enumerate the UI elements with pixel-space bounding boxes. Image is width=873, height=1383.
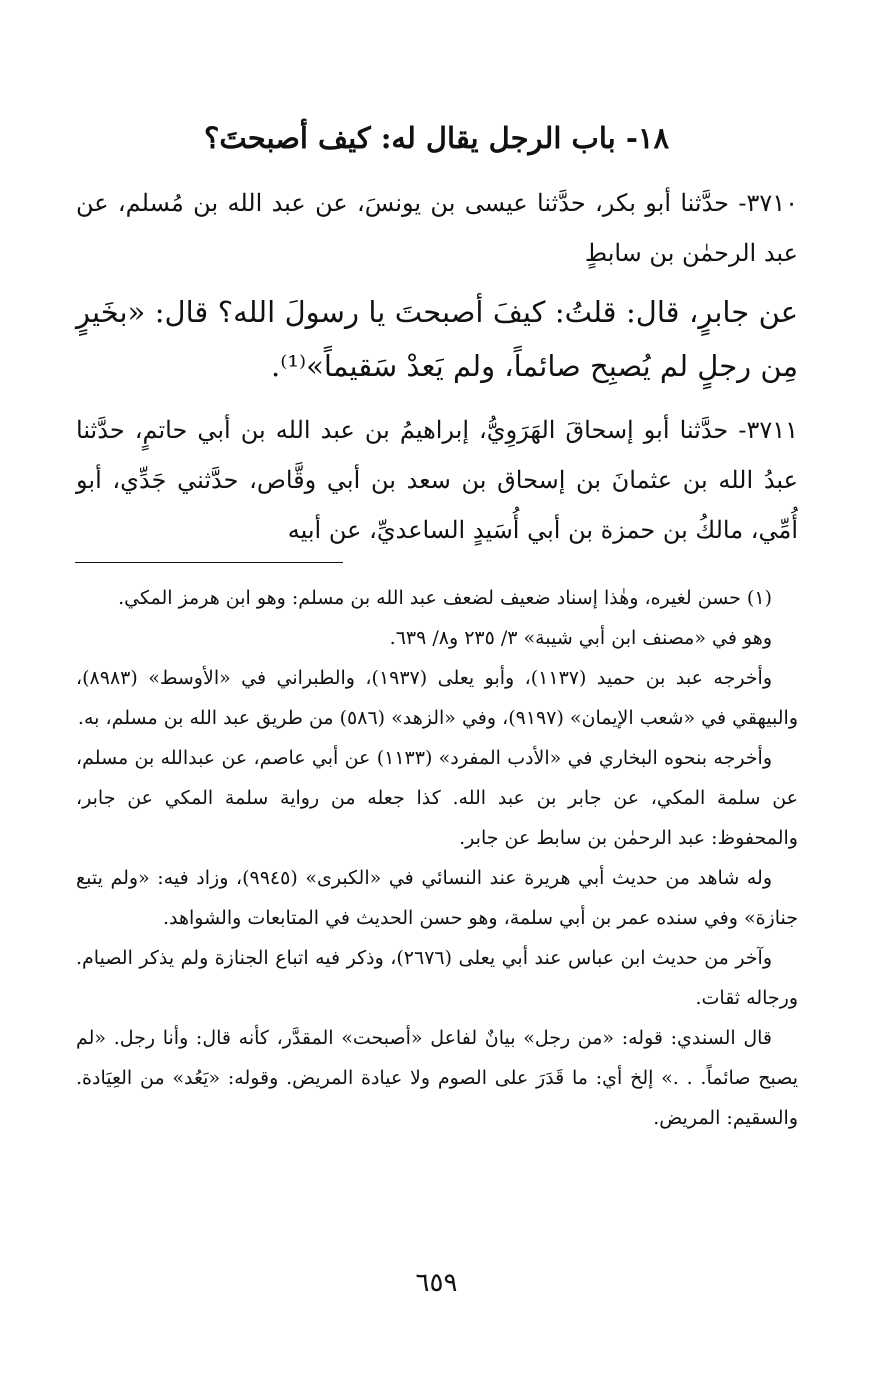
hadith-3711-isnad: ٣٧١١- حدَّثنا أبو إسحاقَ الهَرَوِيُّ، إبراهيمُ بن عبد الله بن أبي حاتمٍ، حدَّثنا عبدُ الله بن عثمانَ بن إسحاق بن سعد بن أبي وقَّاص، حدَّثني جَدِّي، أبو أُمِّي، مالكُ بن حمزة بن أبي أُسَيدٍ الساعديِّ، عن أبيه: [76, 416, 798, 544]
hadith-3710-isnad: ٣٧١٠- حدَّثنا أبو بكر، حدَّثنا عيسى بن يونسَ، عن عبد الله بن مُسلم، عن عبد الرحمٰن بن سابطٍ: [76, 189, 798, 267]
footnotes: [76, 578, 798, 1138]
footnote-paragraph: وأخرجه بنحوه البخاري في «الأدب المفرد» (١١٣٣) عن أبي عاصم، عن عبدالله بن مسلم، عن سلمة المكي، عن جابر بن عبد الله. كذا جعله من رواية سلمة المكي عن جابر، والمحفوظ: عبد الرحمٰن بن سابط عن جابر.: [76, 747, 798, 849]
footnote-1: (١) حسن لغيره، وهٰذا إسناد ضعيف لضعف عبد الله بن مسلم: وهو ابن هرمز المكي.: [118, 587, 772, 609]
footnote-paragraph: وهو في «مصنف ابن أبي شيبة» ٣/ ٢٣٥ و٨/ ٦٣٩.: [389, 627, 772, 649]
footnote-paragraph: وآخر من حديث ابن عباس عند أبي يعلى (٢٦٧٦)، وذكر فيه اتباع الجنازة ولم يذكر الصيام. ورجاله ثقات.: [76, 947, 798, 1009]
page-number: ٦٥٩: [415, 1268, 458, 1298]
footnote-paragraph: وله شاهد من حديث أبي هريرة عند النسائي في «الكبرى» (٩٩٤٥)، وزاد فيه: «ولم يتبع جنازة» وفي سنده عمر بن أبي سلمة، وهو حسن الحديث في المتابعات والشواهد.: [76, 867, 798, 929]
footnote-paragraph: وأخرجه عبد بن حميد (١١٣٧)، وأبو يعلى (١٩٣٧)، والطبراني في «الأوسط» (٨٩٨٣)، والبيهقي في «شعب الإيمان» (٩١٩٧)، وفي «الزهد» (٥٨٦) من طريق عبد الله بن مسلم، به.: [76, 667, 798, 729]
chapter-heading: ١٨- باب الرجل يقال له: كيف أصبحتَ؟: [203, 121, 670, 155]
footnote-separator: [75, 562, 343, 563]
hadith-3710-matn: عن جابرٍ، قال: قلتُ: كيفَ أصبحتَ يا رسولَ الله؟ قال: «بخَيرٍ مِن رجلٍ لم يُصبِح صائماً، ولم يَعدْ سَقيماً»⁽¹⁾.: [76, 295, 798, 383]
footnote-paragraph: قال السندي: قوله: «من رجل» بيانٌ لفاعل «أصبحت» المقدَّر، كأنه قال: وأنا رجل. «لم يصبح صائماً. . .» إلخ أي: ما قَدَرَ على الصوم ولا عيادة المريض. وقوله: «يَعُد» من العِيَادة. والسقيم: المريض.: [76, 1027, 798, 1129]
